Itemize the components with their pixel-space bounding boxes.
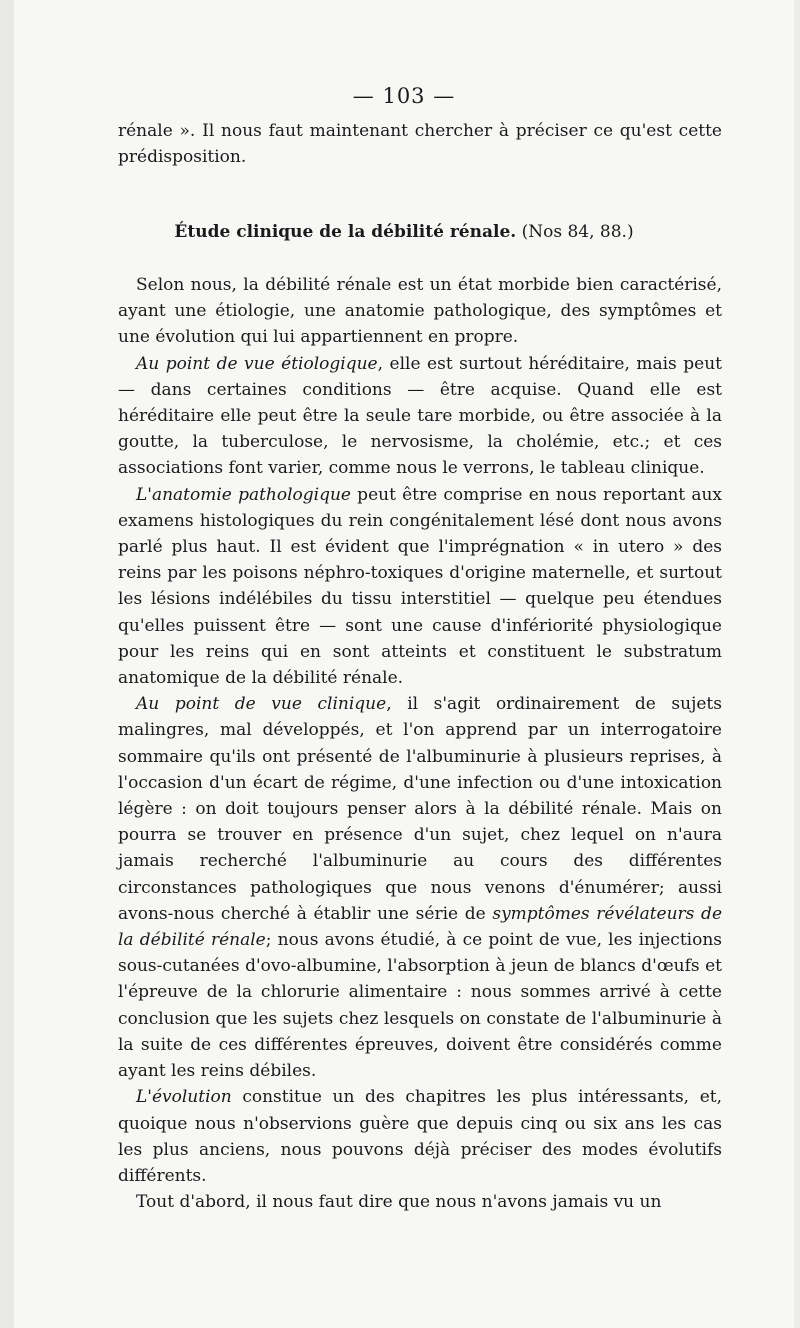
paragraph-etiology-heading: Au point de vue étiologique bbox=[136, 353, 378, 374]
paragraph-evolution bbox=[118, 1084, 722, 1189]
section-title bbox=[14, 222, 794, 242]
paragraph-anatomy-heading: L'anatomie pathologique bbox=[136, 484, 351, 505]
paragraph-definition bbox=[118, 272, 722, 351]
body-text bbox=[118, 272, 722, 1215]
paragraph-clinical bbox=[118, 691, 722, 1084]
paragraph-clinical-text: , il s'agit ordinairement de sujets malingres, mal développés, et l'on apprend par un interrogatoire sommaire qu'ils ont présenté de l'albuminurie à plusieurs reprises, à l'occasion d'un écart de régime, d'une infection ou d'une intoxication légère : on doit toujours penser alors à la débilité rénale. Mais on pourra se trouver en présence d'un sujet, chez lequel on n'aura jamais recherché l'albuminurie au cours des différentes circonstances pathologiques que nous venons d'énumérer; aussi avons-nous cherché à établir une série de bbox=[118, 694, 722, 924]
paragraph-evolution-heading: L'évolution bbox=[136, 1087, 232, 1108]
lead-paragraph bbox=[118, 118, 722, 170]
paragraph-final bbox=[118, 1189, 722, 1215]
paragraph-clinical-text-continued: ; nous avons étudié, à ce point de vue, les injections sous-cutanées d'ovo-albumine, l'absorption à jeun de blancs d'œufs et l'épreuve de la chlorurie alimentaire : nous sommes arrivé à cette conclusion que les sujets chez lesquels on constate de l'albuminurie à la suite de ces différentes épreuves, doivent être considérés comme ayant les reins débiles. bbox=[118, 930, 722, 1082]
paragraph-evolution-text: constitue un des chapitres les plus intéressants, et, quoique nous n'observions guère que depuis cinq ou six ans les cas les plus anciens, nous pouvons déjà préciser des modes évolutifs différents. bbox=[118, 1087, 722, 1186]
page-number: — 103 — bbox=[352, 84, 456, 108]
paragraph-anatomy-text: peut être comprise en nous reportant aux examens histologiques du rein congénitalement lésé dont nous avons parlé plus haut. Il est évident que l'imprégnation « in utero » des reins par les poisons néphro-toxiques d'origine maternelle, et surtout les lésions indélébiles du tissu interstitiel — quelque peu étendues qu'elles puissent être — sont une cause d'infériorité physiologique pour les reins qui en sont atteints et constituent le substratum anatomique de la débilité rénale. bbox=[118, 484, 722, 689]
section-title-reference: (Nos 84, 88.) bbox=[521, 222, 634, 242]
lead-paragraph-text: rénale ». Il nous faut maintenant chercher à préciser ce qu'est cette prédisposition. bbox=[118, 121, 722, 168]
paragraph-definition-text: Selon nous, la débilité rénale est un état morbide bien caractérisé, ayant une étiologie, une anatomie pathologique, des symptômes et une évolution qui lui appartiennent en propre. bbox=[118, 275, 722, 348]
paragraph-clinical-heading: Au point de vue clinique bbox=[136, 694, 387, 715]
paragraph-clinical-emphasis: symptômes révélateurs de la débilité rénale bbox=[118, 903, 723, 951]
paragraph-anatomy bbox=[118, 482, 722, 692]
paragraph-etiology-text: , elle est surtout héréditaire, mais peut — dans certaines conditions — être acquise. Quand elle est héréditaire elle peut être la seule tare morbide, ou être associée à la goutte, la tuberculose, le nervosisme, la cholémie, etc.; et ces associations font varier, comme nous le verrons, le tableau clinique. bbox=[118, 353, 723, 479]
section-title-text: Étude clinique de la débilité rénale. bbox=[174, 222, 517, 242]
paragraph-final-text: Tout d'abord, il nous faut dire que nous n'avons jamais vu un bbox=[136, 1192, 662, 1213]
paragraph-etiology bbox=[118, 351, 722, 482]
